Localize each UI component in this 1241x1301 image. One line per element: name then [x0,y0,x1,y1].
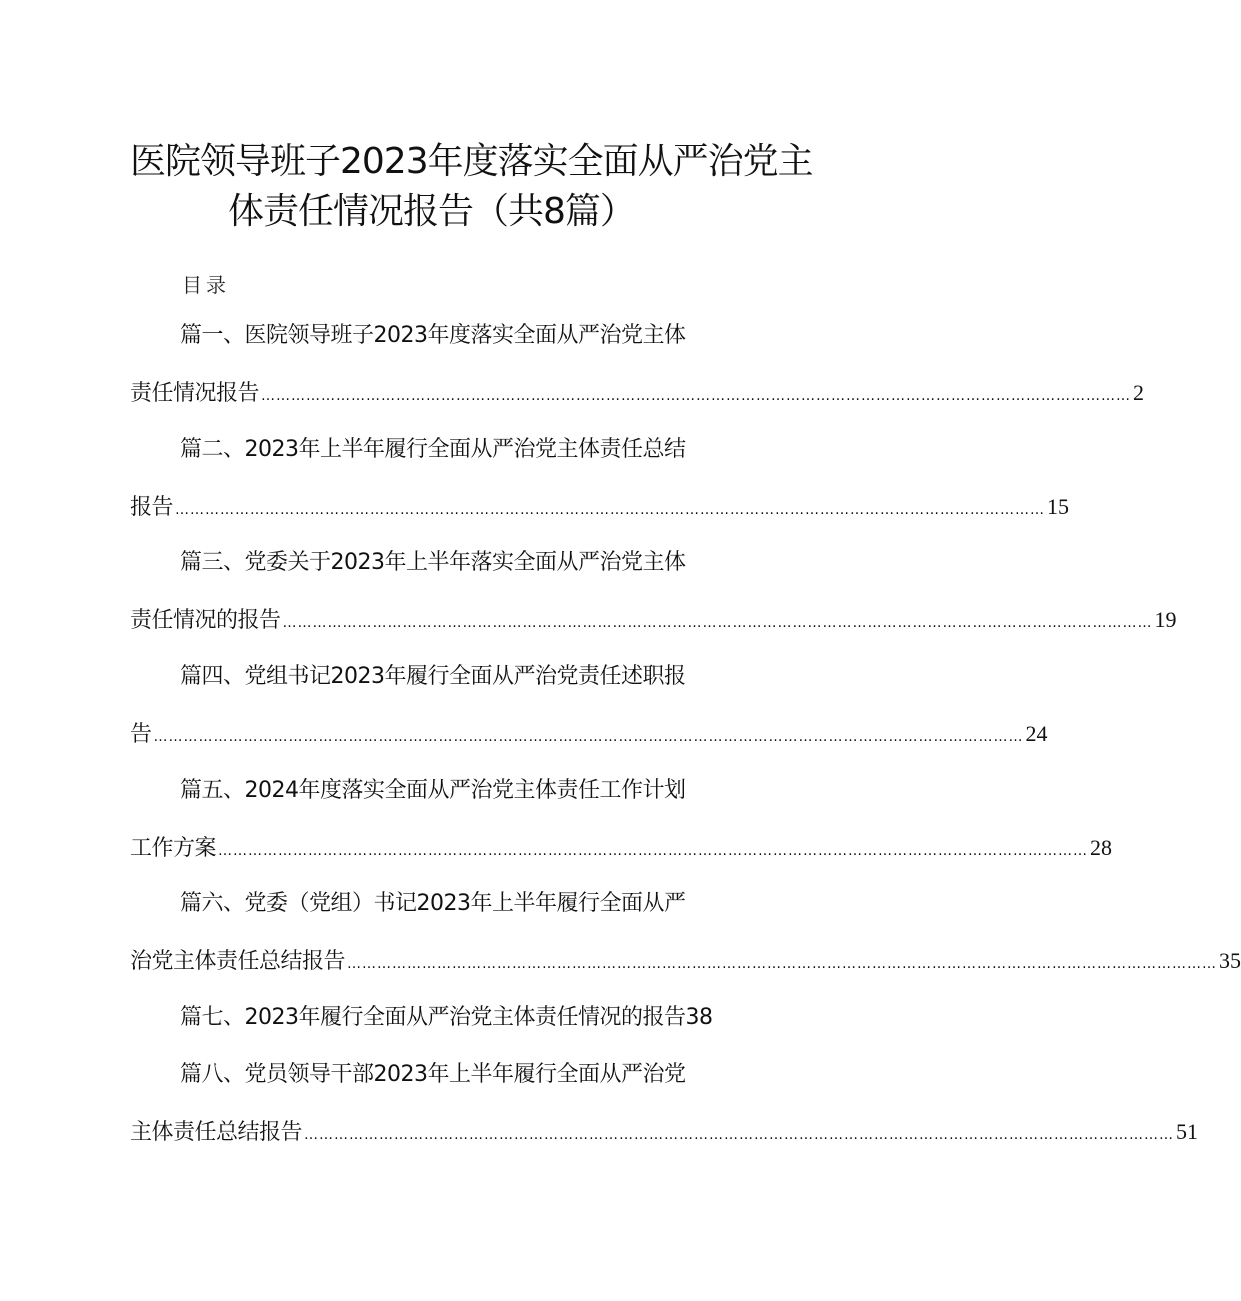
toc-entry-2-title-end: 报告 [130,495,174,520]
dot-leader: ………………………………………………………………………………………………………………………………………………………… [261,388,1132,404]
toc-entry-3-page-number: 19 [1154,607,1177,632]
toc-entry-6-page-number: 35 [1219,948,1241,973]
toc-entry-5-line-2[interactable] [130,833,1113,866]
toc-entry-6-line-2[interactable] [130,946,1241,979]
toc-entry-8-title-end: 主体责任总结报告 [130,1120,303,1145]
toc-entry-7-line-1[interactable]: 篇七、2023年履行全面从严治党主体责任情况的报告38 [180,1005,713,1030]
toc-entry-8-line-2[interactable] [130,1117,1199,1150]
toc-entry-3-title-end: 责任情况的报告 [130,608,281,633]
dot-leader: ………………………………………………………………………………………………………………………………………………………… [175,502,1046,518]
toc-entry-6-line-1[interactable]: 篇六、党委（党组）书记2023年上半年履行全面从严 [180,891,686,916]
title-line-2: 体责任情况报告（共8篇） [228,191,635,232]
toc-entry-1-page-number: 2 [1133,380,1145,405]
toc-entry-5-line-1[interactable]: 篇五、2024年度落实全面从严治党主体责任工作计划 [180,778,686,803]
toc-entry-5-title-end: 工作方案 [130,836,217,861]
toc-entry-2-line-2[interactable] [130,492,1070,525]
toc-entry-6-title-end: 治党主体责任总结报告 [130,949,346,974]
toc-entry-1-line-2[interactable] [130,378,1145,411]
toc-entry-4-line-2[interactable] [130,719,1048,752]
toc-entry-3-line-1[interactable]: 篇三、党委关于2023年上半年落实全面从严治党主体 [180,550,686,575]
toc-heading: 目录 [182,273,230,297]
toc-entry-2-line-1[interactable]: 篇二、2023年上半年履行全面从严治党主体责任总结 [180,437,686,462]
toc-entry-4-page-number: 24 [1025,721,1048,746]
toc-entry-5-page-number: 28 [1090,835,1113,860]
dot-leader: ………………………………………………………………………………………………………………………………………………………… [304,1127,1175,1143]
toc-entry-2-page-number: 15 [1047,494,1070,519]
dot-leader: ………………………………………………………………………………………………………………………………………………………… [153,729,1024,745]
dot-leader: ………………………………………………………………………………………………………………………………………………………… [347,956,1218,972]
title-line-1: 医院领导班子2023年度落实全面从严治党主 [130,141,813,182]
toc-entry-1-line-1[interactable]: 篇一、医院领导班子2023年度落实全面从严治党主体 [180,323,686,348]
toc-entry-4-title-end: 告 [130,722,152,747]
toc-entry-8-line-1[interactable]: 篇八、党员领导干部2023年上半年履行全面从严治党 [180,1062,686,1087]
toc-entry-4-line-1[interactable]: 篇四、党组书记2023年履行全面从严治党责任述职报 [180,664,686,689]
dot-leader: ………………………………………………………………………………………………………………………………………………………… [218,843,1089,859]
toc-entry-8-page-number: 51 [1176,1119,1199,1144]
toc-entry-1-title-end: 责任情况报告 [130,381,260,406]
dot-leader: ………………………………………………………………………………………………………………………………………………………… [282,615,1153,631]
toc-entry-3-line-2[interactable] [130,605,1177,638]
